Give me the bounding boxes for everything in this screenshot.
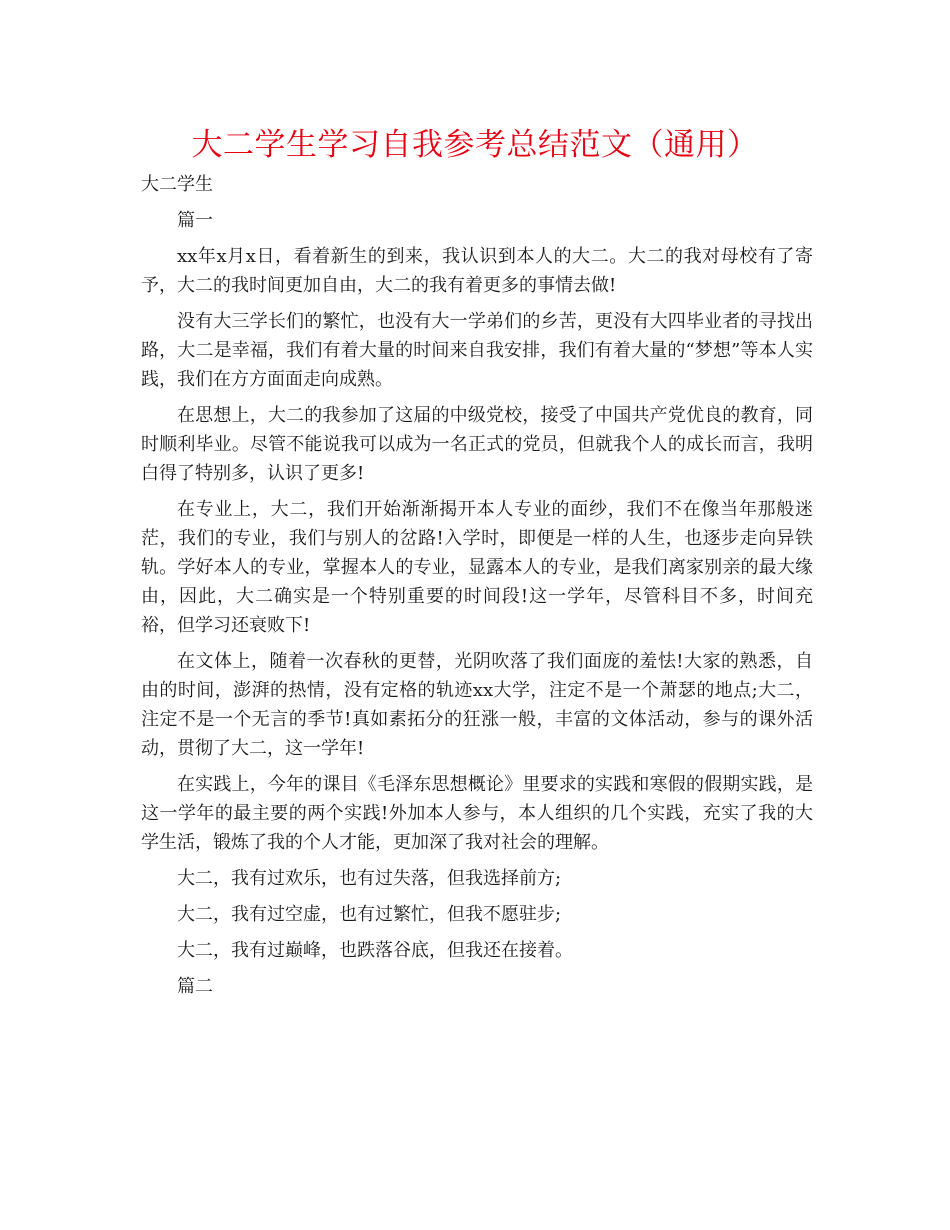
paragraph: 没有大三学长们的繁忙，也没有大一学弟们的乡苦，更没有大四毕业者的寻找出路，大二是幸福，我们有着大量的时间来自我安排，我们有着大量的“梦想”等本人实践，我们在方方面面走向成熟。 (141, 311, 813, 390)
paragraph: 在专业上，大二，我们开始渐渐揭开本人专业的面纱，我们不在像当年那般迷茫，我们的专业，我们与别人的岔路!入学时，即便是一样的人生，也逐步走向异铁轨。学好本人的专业，掌握本人的专业，显露本人的专业，是我们离家别亲的最大缘由，因此，大二确实是一个特别重要的时间段!这一学年，尽管科目不多，时间充裕，但学习还衰败下! (141, 499, 813, 636)
paragraph: 大二，我有过巅峰，也跌落谷底，但我还在接着。 (177, 940, 573, 961)
document-title: 大二学生学习自我参考总结范文（通用） (191, 127, 759, 163)
section-heading-1: 篇一 (177, 210, 213, 231)
paragraph: 大二，我有过欢乐，也有过失落，但我选择前方; (177, 868, 562, 889)
paragraph: 在文体上，随着一次春秋的更替，光阴吹落了我们面庞的羞怯!大家的熟悉，自由的时间，澎湃的热情，没有定格的轨迹xx大学，注定不是一个萧瑟的地点;大二，注定不是一个无言的季节!真如素拓分的狂涨一般，丰富的文体活动，参与的课外活动，贯彻了大二，这一学年! (141, 651, 813, 759)
document-subtitle: 大二学生 (141, 174, 213, 195)
section-heading-2: 篇二 (177, 976, 213, 997)
paragraph: 在思想上，大二的我参加了这届的中级党校，接受了中国共产党优良的教育，同时顺利毕业。尽管不能说我可以成为一名正式的党员，但就我个人的成长而言，我明白得了特别多，认识了更多! (141, 405, 813, 484)
paragraph: xx年x月x日，看着新生的到来，我认识到本人的大二。大二的我对母校有了寄予，大二的我时间更加自由，大二的我有着更多的事情去做! (141, 246, 813, 296)
paragraph: 在实践上，今年的课目《毛泽东思想概论》里要求的实践和寒假的假期实践，是这一学年的最主要的两个实践!外加本人参与，本人组织的几个实践，充实了我的大学生活，锻炼了我的个人才能，更加深了我对社会的理解。 (141, 774, 813, 853)
paragraph: 大二，我有过空虚，也有过繁忙，但我不愿驻步; (177, 904, 562, 925)
document-body (141, 170, 813, 1008)
